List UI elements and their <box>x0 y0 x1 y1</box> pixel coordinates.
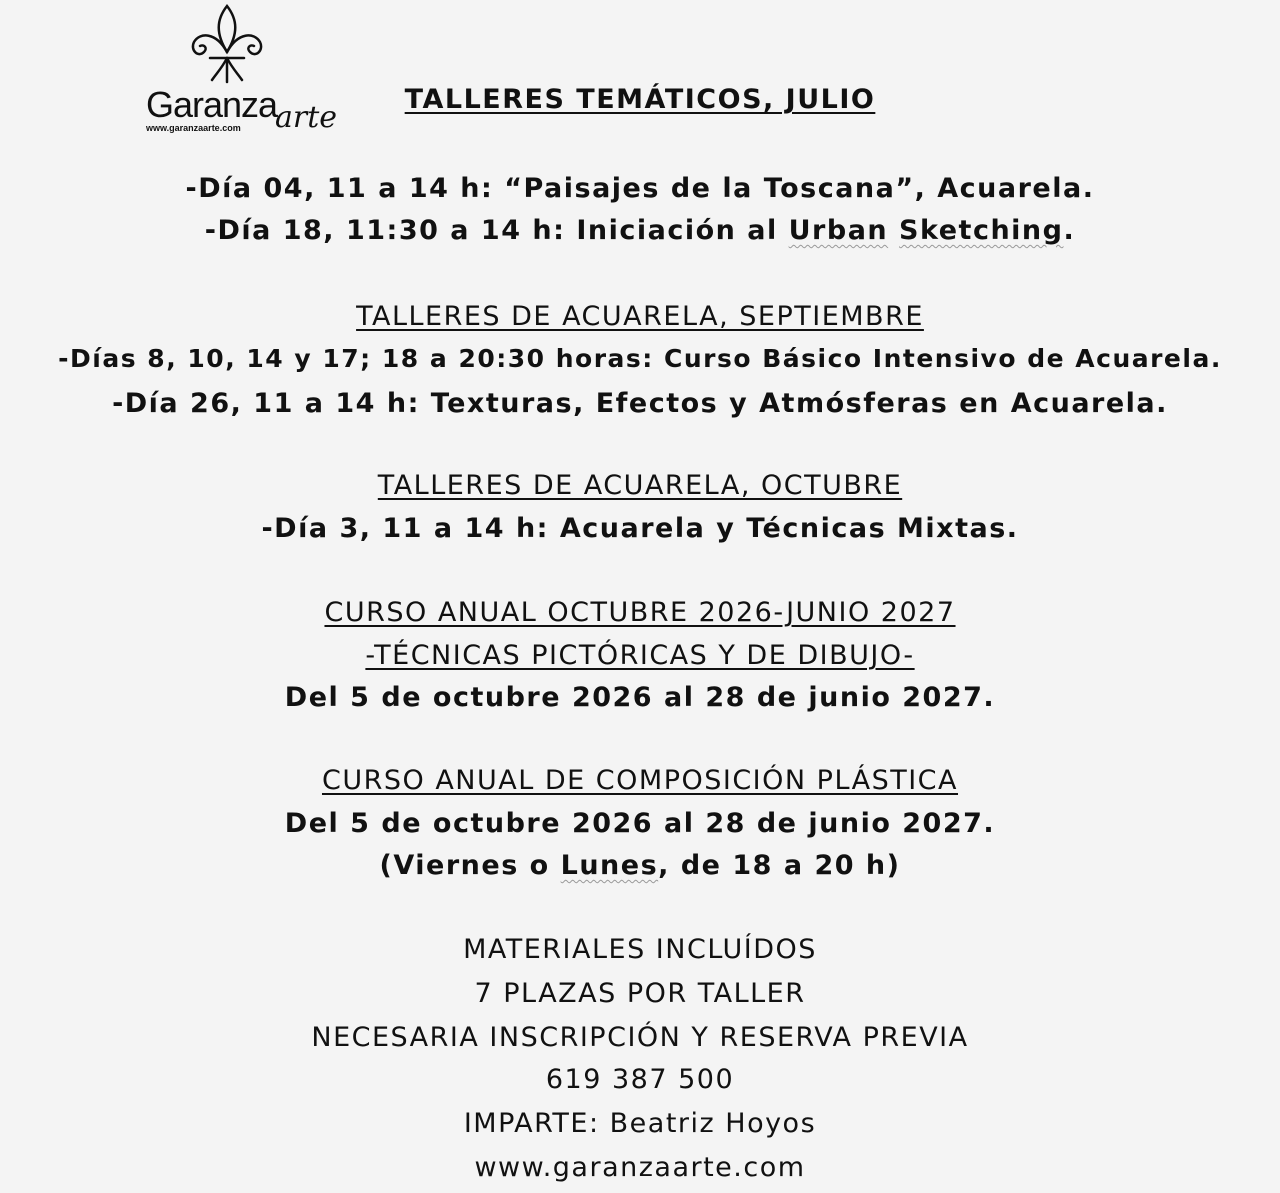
materiales-line: MATERIALES INCLUÍDOS <box>463 934 817 965</box>
curso-anual-title-1: CURSO ANUAL OCTUBRE 2026-JUNIO 2027 <box>324 597 956 628</box>
composicion-title: CURSO ANUAL DE COMPOSICIÓN PLÁSTICA <box>321 765 959 796</box>
inscripcion-line: NECESARIA INSCRIPCIÓN Y RESERVA PREVIA <box>311 1022 969 1053</box>
octubre-title: TALLERES DE ACUARELA, OCTUBRE <box>377 470 903 501</box>
logo-name: Garanza <box>146 84 278 125</box>
curso-anual-title-2: -TÉCNICAS PICTÓRICAS Y DE DIBUJO- <box>365 640 915 671</box>
septiembre-line-1: -Días 8, 10, 14 y 17; 18 a 20:30 horas: Curso Básico Intensivo de Acuarela. <box>58 344 1222 373</box>
composicion-schedule: (Viernes o Lunes, de 18 a 20 h) <box>379 850 901 881</box>
garanza-logo <box>140 2 345 142</box>
julio-line-2: -Día 18, 11:30 a 14 h: Iniciación al Urban Sketching. <box>204 215 1076 246</box>
plazas-line: 7 PLAZAS POR TALLER <box>474 978 806 1009</box>
fleur-de-lis-icon <box>186 2 268 88</box>
septiembre-title: TALLERES DE ACUARELA, SEPTIEMBRE <box>356 301 924 332</box>
composicion-dates: Del 5 de octubre 2026 al 28 de junio 2027. <box>284 808 996 839</box>
logo-url: www.garanzaarte.com <box>146 123 241 133</box>
urban-word: Urban <box>788 215 889 246</box>
curso-anual-dates: Del 5 de octubre 2026 al 28 de junio 2027. <box>284 682 996 713</box>
sketching-word: Sketching <box>899 215 1064 246</box>
octubre-line-1: -Día 3, 11 a 14 h: Acuarela y Técnicas Mixtas. <box>261 513 1019 544</box>
julio-line-1: -Día 04, 11 a 14 h: “Paisajes de la Toscana”, Acuarela. <box>185 173 1095 204</box>
lunes-word: Lunes <box>560 850 659 881</box>
julio-title: TALLERES TEMÁTICOS, JULIO <box>404 84 876 115</box>
logo-script: arte <box>275 100 338 135</box>
septiembre-line-2: -Día 26, 11 a 14 h: Texturas, Efectos y Atmósferas en Acuarela. <box>112 388 1168 419</box>
phone-number: 619 387 500 <box>545 1064 735 1095</box>
website-link[interactable]: www.garanzaarte.com <box>474 1152 806 1183</box>
imparte-line: IMPARTE: Beatriz Hoyos <box>463 1108 817 1139</box>
